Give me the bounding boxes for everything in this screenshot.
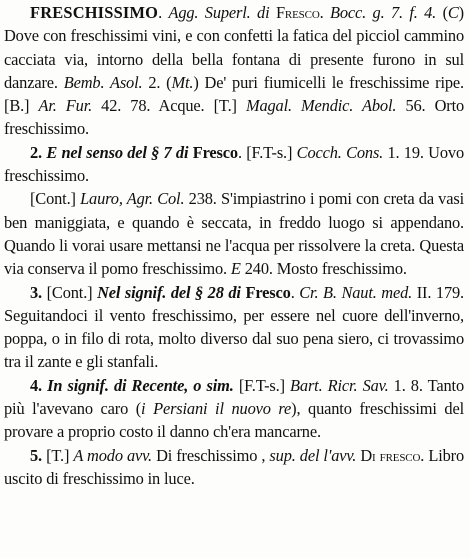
grammar-note: Agg. Superl. di [168,3,270,22]
sense-definition: Nel signif. del § 28 di [97,282,241,302]
entry-paragraph-main: FRESCHISSIMO. Agg. Superl. di Fresco. Bocc. g. 7. f. 4. (C) Dove con freschissimi vini, e con confetti la fatica del picciol cammino cacciata via, intorno della bella fontana di presente furono in sul danzare. Bemb. Asol. 2. (Mt.) De' puri fiumicelli le freschissime ripe. [B.] Ar. Fur. 42. 78. Acque. [T.] Magal. Mendic. Abol. 56. Orto freschissimo. [4,3,465,139]
sense-number: 3. [30,282,42,302]
source-citation: Magal. Mendic. Abol. [245,96,397,116]
quotation-gloss: i Persiani il nuovo re [141,399,292,419]
editor-tag: T. [218,96,232,116]
sense-number: 5. [30,445,42,465]
source-citation: Ar. Fur. [38,96,93,116]
cross-reference: Fresco [275,3,320,22]
sense-definition: In signif. di Recente, o sim. [47,375,234,395]
source-citation: Cr. B. Naut. med. [299,282,413,302]
sense-3-paragraph: 3. [Cont.] Nel signif. del § 28 di Fresco. Cr. B. Naut. med. II. 179. Seguitandoci il vento freschissimo, per essere nel cuore dell'inverno, poppa, o in filo di rota, molto diverso dal suo pena siero, ci trovassimo tra il zante e gli stanfali. [4,282,465,372]
editor-tag: B. [9,96,25,116]
sense-2-paragraph: 2. E nel senso del § 7 di Fresco. [F.T-s.] Cocch. Cons. 1. 19. Uovo freschissimo. [4,142,465,186]
source-citation: Bemb. Asol. [63,72,143,92]
editor-tag: Mt. [171,72,194,92]
sense-definition: A modo avv. [73,445,152,465]
cross-reference: Fresco [245,282,291,302]
headword: FRESCHISSIMO [30,3,159,22]
sense-number: 4. [30,375,42,395]
sense-definition: E nel senso del § 7 di [46,142,189,162]
sense-5-paragraph: 5. [T.] A modo avv. Di freschissimo , sup. del l'avv. Di fresco. Libro uscito di freschissimo in luce. [4,445,464,488]
cross-reference: Di fresco [360,445,421,465]
sense-number: 2. [30,142,42,162]
quotation-paragraph: [Cont.] Lauro, Agr. Col. 238. S'impiastrino i pomi con creta da vasi ben maniggiata, e quando è seccata, in freddo luogo si appendano. Quando li vorai usare mettansi ne l'acqua per rissolvere la creta. Questa via conserva il pomo freschissimo. E 240. Mosto freschissimo. [4,189,464,279]
source-citation: Bocc. g. 7. f. 4. [330,3,437,22]
sense-4-paragraph: 4. In signif. di Recente, o sim. [F.T-s.] Bart. Ricr. Sav. 1. 8. Tanto più l'avevano caro (i Persiani il nuovo re), quanto freschissimi del provare a proprio costo il danno ch'era mancarne. [4,375,464,442]
source-citation: Cocch. Cons. [296,142,384,162]
source-citation: Lauro, Agr. Col. [80,189,185,209]
source-citation: E [230,259,241,279]
grammar-note: sup. del l'avv. [269,445,357,465]
source-citation: Bart. Ricr. Sav. [290,375,389,395]
editor-tag: C [447,3,459,22]
cross-reference: Fresco [192,142,238,162]
